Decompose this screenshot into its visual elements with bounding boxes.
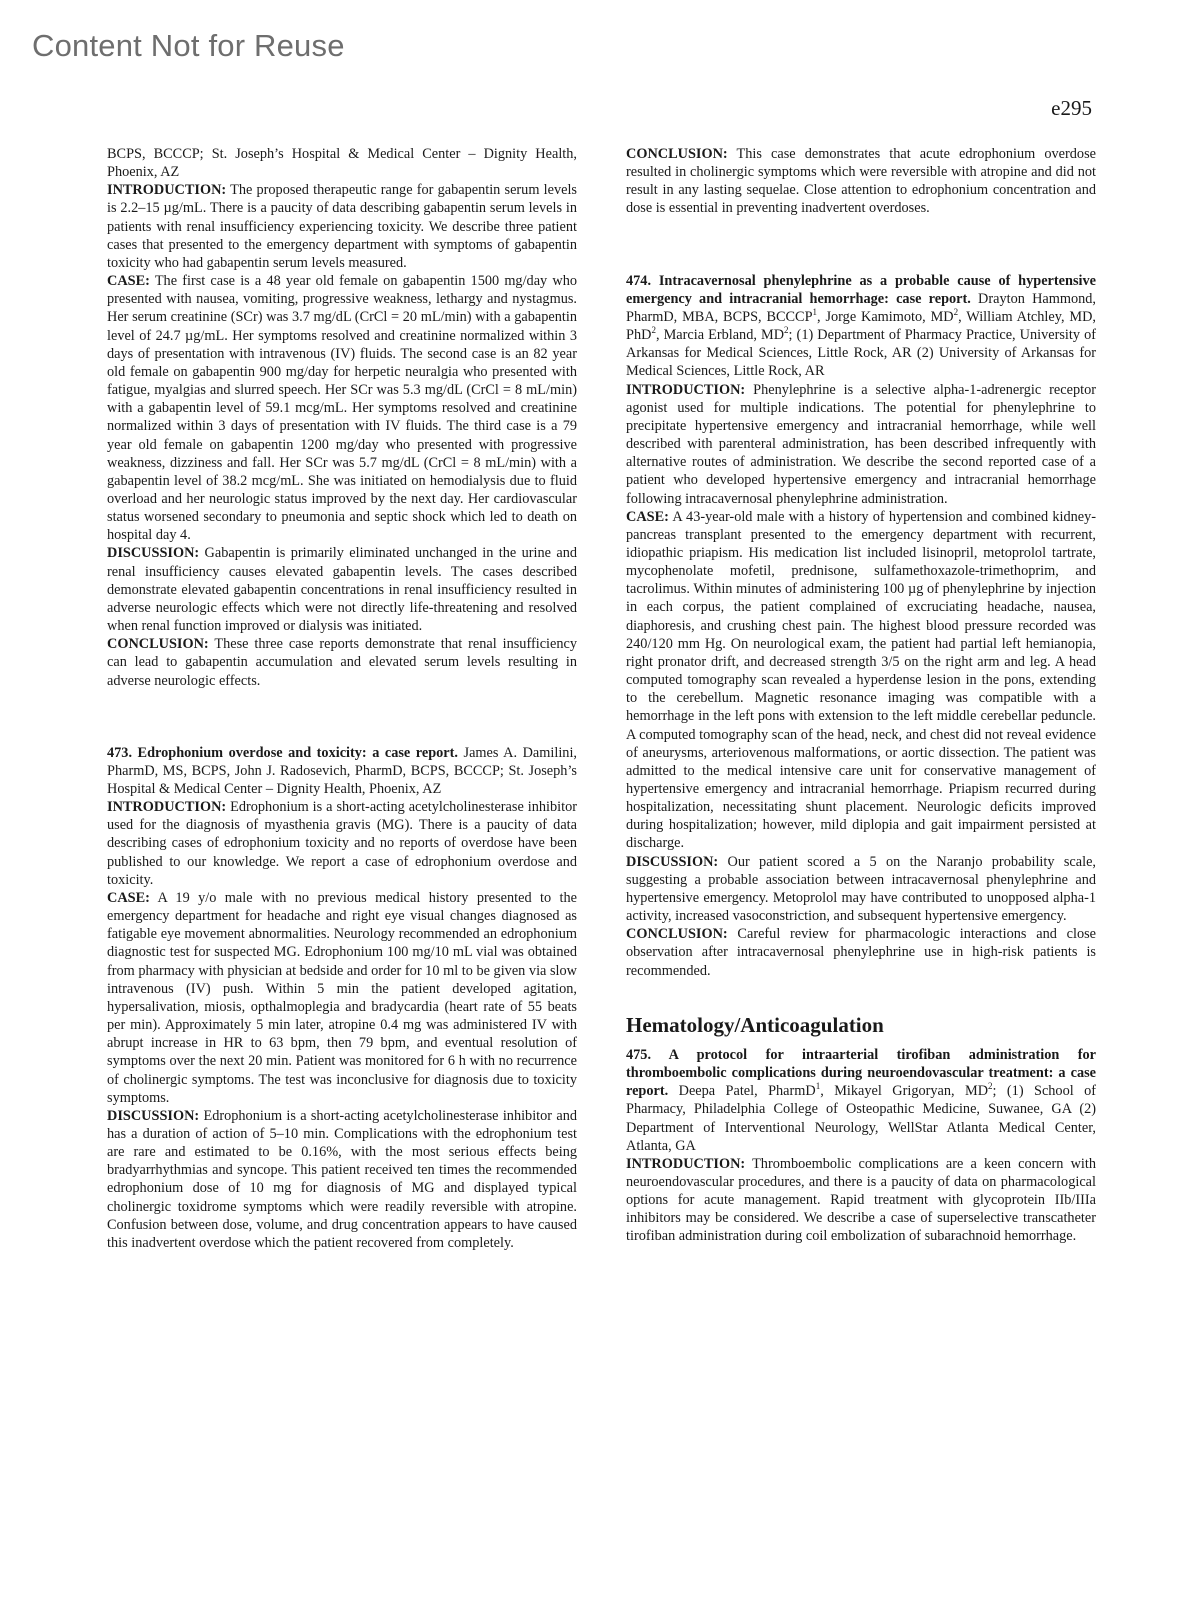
section-label: INTRODUCTION: (107, 799, 227, 816)
spacer (626, 218, 1096, 272)
abstract-472-introduction: INTRODUCTION: The proposed therapeutic range for gabapentin serum levels is 2.2–15 µg/mL. There is a paucity of data describing gabapentin serum levels in patients with renal insufficiency experiencing toxicity. We describe three patient cases that presented to the emergency department with symptoms of gabapentin toxicity who had gabapentin serum levels measured. (107, 182, 577, 271)
abstract-authors: James A. Damilini, PharmD, MS, BCPS, John J. Radosevich, PharmD, BCPS, BCCCP; St. Joseph’s Hospital & Medical Center – Dignity Health, Phoenix, AZ (107, 744, 577, 797)
abstract-472-case: CASE: The first case is a 48 year old female on gabapentin 1500 mg/day who presented with nausea, vomiting, progressive weakness, lethargy and nystagmus. Her serum creatinine (SCr) was 3.7 mg/dL (CrCl = 20 mL/min) with a gabapentin level of 24.7 µg/mL. Her symptoms resolved and creatinine normalized within 3 days of presentation with intravenous (IV) fluids. The second case is an 82 year old female on gabapentin 900 mg/day for herpetic neuralgia who presented with fatigue, myalgias and slurred speech. Her SCr was 5.3 mg/dL (CrCl = 8 mL/min) with a gabapentin level of 59.1 mcg/mL. Her symptoms resolved and creatinine normalized within 3 days of presentation with IV fluids. The third case is a 79 year old female on gabapentin 1200 mg/day who presented with progressive weakness, dizziness and fall. Her SCr was 5.7 mg/dL (CrCl = 8 mL/min) with a gabapentin level of 38.2 mcg/mL. She was initiated on hemodialysis due to fluid overload and her neurologic status improved by the next day. Her cardiovascular status worsened secondary to pneumonia and septic shock which led to death on hospital day 4. (107, 273, 577, 544)
abstract-473-discussion: DISCUSSION: Edrophonium is a short-acting acetylcholinesterase inhibitor and has a duration of action of 5–10 min. Complications with the edrophonium test are rare and estimated to be 0.16%, with the most serious effects being bradyarrhythmias and syncope. This patient received ten times the recommended edrophonium dose of 10 mg for diagnosis of MG and displayed typical cholinergic toxidrome symptoms which were readily reversible with atropine. Confusion between dose, volume, and drug concentration appears to have caused this inadvertent overdose which the patient recovered from completely. (107, 1107, 577, 1251)
right-column (626, 145, 1096, 1246)
section-label: DISCUSSION: (107, 545, 200, 562)
abstract-title: 474. Intracavernosal phenylephrine as a probable cause of hypertensive emergency and intracranial hemorrhage: case report. (626, 272, 1096, 307)
abstract-474-case: CASE: A 43-year-old male with a history of hypertension and combined kidney-pancreas transplant presented to the emergency department with recurrent, idiopathic priapism. His medication list included lisinopril, metoprolol tartrate, mycophenolate mofetil, prednisone, sulfamethoxazole-trimethoprim, and tacrolimus. Within minutes of administering 100 µg of phenylephrine by injection in each corpus, the patient complained of excruciating headache, nausea, diaphoresis, and crushing chest pain. The highest blood pressure recorded was 240/120 mm Hg. On neurological exam, the patient had partial left hemianopia, right pronator drift, and decreased strength 3/5 on the right arm and leg. A head computed tomography scan revealed a hyperdense lesion in the pons, extending to the cerebellum. Magnetic resonance imaging was compatible with a hemorrhage in the left pons with extension to the left middle cerebellar peduncle. A computed tomography scan of the head, neck, and chest did not reveal evidence of aneurysms, arteriovenous malformations, or aortic dissection. The patient was admitted to the medical intensive care unit for conservative management of hypertensive emergency and intracranial hemorrhage. Priapism recurred during hospitalization, necessitating shunt placement. Neurologic deficits improved during hospitalization; however, mild diplopia and gait impairment persisted at discharge. (626, 508, 1096, 852)
section-label: CONCLUSION: (626, 926, 728, 943)
abstract-title: 475. A protocol for intraarterial tirofiban administration for thromboembolic complications during neuroendovascular treatment: a case report. (626, 1046, 1096, 1100)
abstract-472-discussion: DISCUSSION: Gabapentin is primarily eliminated unchanged in the urine and renal insufficiency causes elevated gabapentin levels. The cases described demonstrate elevated gabapentin concentrations in renal insufficiency resulted in adverse neurologic effects which were not directly life-threatening and resolved when renal function improved or dialysis was initiated. (107, 545, 577, 635)
section-label: INTRODUCTION: (626, 381, 746, 398)
abstract-474-header: 474. Intracavernosal phenylephrine as a probable cause of hypertensive emergency and intracranial hemorrhage: case report. Drayton Hammond, PharmD, MBA, BCPS, BCCCP$^1$, Jorge Kamimoto, $MD^2$, William Atchley, MD, PhD$^2$, Marcia Erbland, $MD^2$; (1) Department of Pharmacy Practice, University of Arkansas for Medical Sciences, Little Rock, AR (2) University of Arkansas for Medical Sciences, Little Rock, AR (626, 272, 1096, 380)
abstract-474-discussion: DISCUSSION: Our patient scored a 5 on the Naranjo probability scale, suggesting a probable association between intracavernosal phenylephrine and hypertensive emergency. Metoprolol may have contributed to unopposed alpha-1 activity, increased vasoconstriction, and subsequent hypertensive emergency. (626, 853, 1096, 925)
section-label: INTRODUCTION: (626, 1155, 746, 1172)
left-column (107, 145, 577, 1252)
section-label: DISCUSSION: (626, 853, 719, 870)
abstract-473-conclusion: CONCLUSION: This case demonstrates that acute edrophonium overdose resulted in cholinergic symptoms which were reversible with atropine and did not result in any lasting sequelae. Close attention to edrophonium concentration and dose is essential in preventing inadvertent overdoses. (626, 146, 1096, 217)
watermark: Content Not for Reuse (32, 28, 345, 63)
abstract-474-conclusion: CONCLUSION: Careful review for pharmacologic interactions and close observation after intracavernosal phenylephrine use in high-risk patients is recommended. (626, 926, 1096, 979)
page-number: e295 (1051, 96, 1092, 120)
section-label: CONCLUSION: (107, 636, 209, 653)
abstract-473-case: CASE: A 19 y/o male with no previous medical history presented to the emergency department for headache and right eye visual changes diagnosed as fatigable eye movement abnormalities. Neurology recommended an edrophonium diagnostic test for suspected MG. Edrophonium 100 mg/10 mL vial was obtained from pharmacy with physician at bedside and order for 10 ml to be given via slow intravenous (IV) push. Within 5 min the patient developed agitation, hypersalivation, miosis, opthalmoplegia and bradycardia (heart rate of 55 beats per min). Approximately 5 min later, atropine 0.4 mg was administered IV with abrupt increase in HR to 63 bpm, then 79 bpm, and eventual resolution of symptoms over the next 20 min. Patient was monitored for 6 h with no recurrence of cholinergic symptoms. The test was inconclusive for diagnosis due to toxicity symptoms. (107, 889, 577, 1106)
abstract-474-introduction: INTRODUCTION: Phenylephrine is a selective alpha-1-adrenergic receptor agonist used for multiple indications. The potential for phenylephrine to precipitate hypertensive emergency and intracranial hemorrhage, while well described with parenteral administration, has been described infrequently with alternative routes of administration. We describe the second reported case of a patient who developed hypertensive emergency and intracranial hemorrhage following intracavernosal phenylephrine administration. (626, 381, 1096, 507)
spacer (626, 980, 1096, 1016)
abstract-475-introduction: INTRODUCTION: Thromboembolic complications are a keen concern with neuroendovascular procedures, and there is a paucity of data on pharmacological options for acute management. Rapid treatment with glycoprotein IIb/IIIa inhibitors may be considered. We describe a case of superselective transcatheter tirofiban administration during coil embolization of subarachnoid hemorrhage. (626, 1155, 1096, 1245)
section-heading: Hematology/Anticoagulation (626, 1012, 884, 1037)
section-label: CASE: (107, 889, 150, 906)
section-label: INTRODUCTION: (107, 182, 227, 199)
abstract-473-header (107, 744, 577, 798)
section-label: CONCLUSION: (626, 146, 728, 162)
abstract-472-conclusion: CONCLUSION: These three case reports demonstrate that renal insufficiency can lead to gabapentin accumulation and elevated serum levels resulting in adverse neurologic effects. (107, 636, 577, 689)
section-label: CASE: (626, 508, 669, 525)
abstract-475-header: 475. A protocol for intraarterial tirofiban administration for thromboembolic complications during neuroendovascular treatment: a case report. Deepa Patel, PharmD$^1$, Mikayel Grigoryan, $MD^2$; (1) School of Pharmacy, Philadelphia College of Osteopathic Medicine, Suwanee, GA (2) Department of Interventional Neurology, WellStar Atlanta Medical Center, Atlanta, GA (626, 1046, 1097, 1154)
section-label: DISCUSSION: (107, 1107, 200, 1124)
abstract-472-affiliation: BCPS, BCCCP; St. Joseph’s Hospital & Medical Center – Dignity Health, Phoenix, AZ (107, 146, 577, 181)
abstract-473-introduction: INTRODUCTION: Edrophonium is a short-acting acetylcholinesterase inhibitor used for the diagnosis of myasthenia gravis (MG). There is a paucity of data describing cases of edrophonium toxicity and no reports of overdose have been published to our knowledge. We report a case of edrophonium overdose and toxicity. (107, 799, 577, 888)
section-label: CASE: (107, 273, 150, 290)
spacer (107, 690, 577, 744)
abstract-title: 473. Edrophonium overdose and toxicity: a case report. (107, 744, 458, 761)
